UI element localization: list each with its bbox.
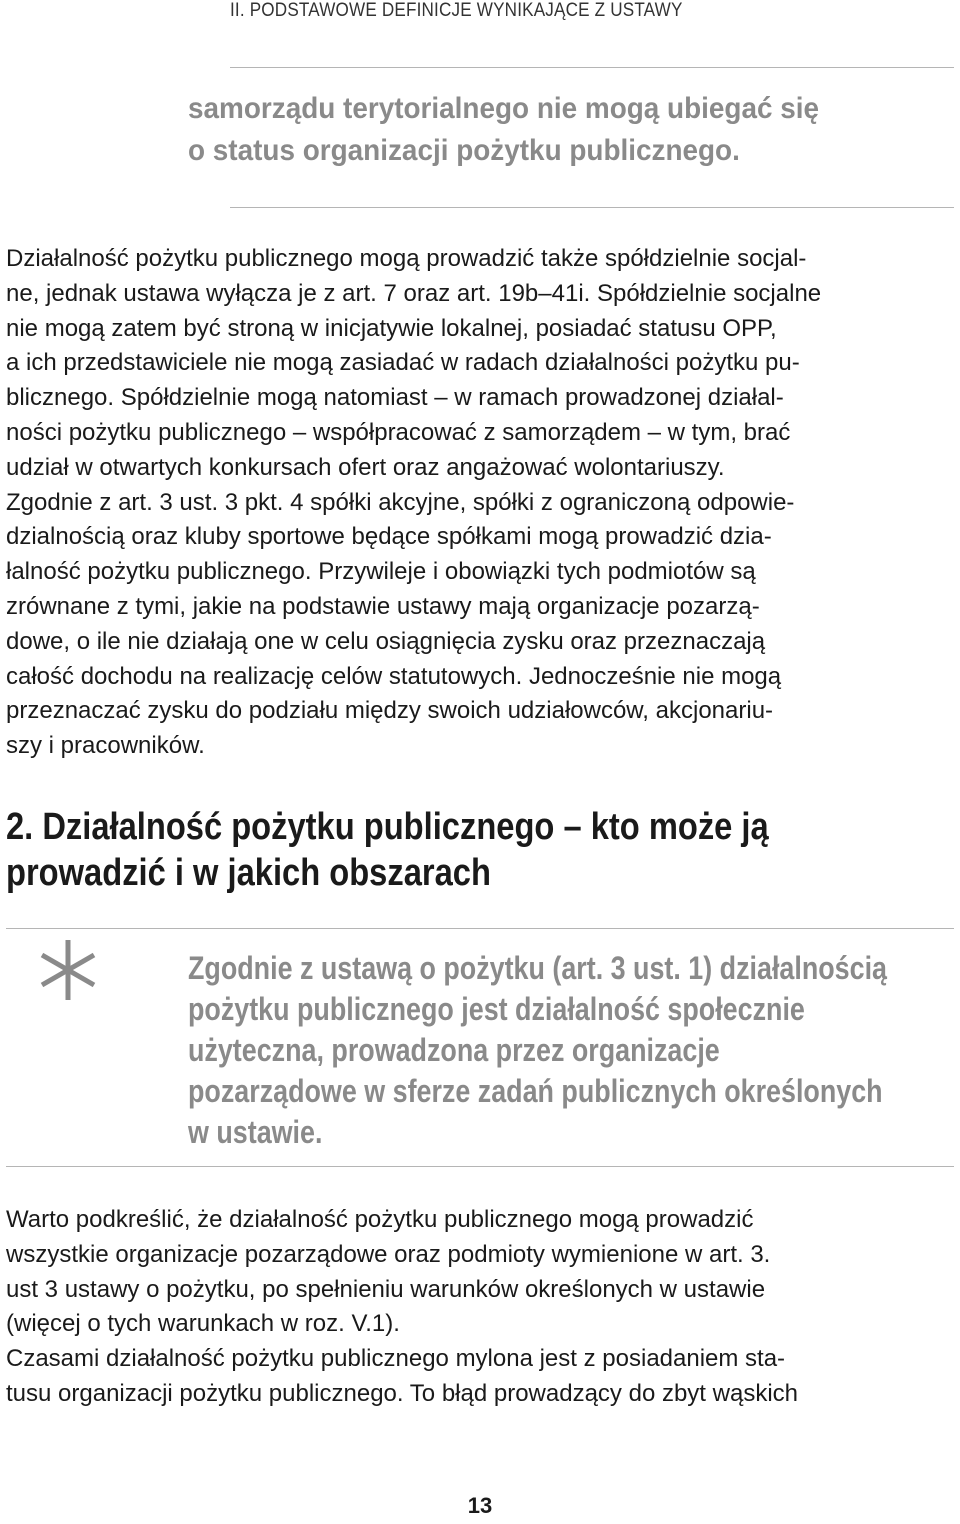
body-line: tusu organizacji pożytku publicznego. To błąd prowadzący do zbyt wąskich bbox=[6, 1379, 798, 1407]
callout-top-rule bbox=[230, 207, 954, 208]
body-line: całość dochodu na realizację celów statutowych. Jednocześnie nie mogą bbox=[6, 662, 782, 690]
body-line: łalność pożytku publicznego. Przywileje i obowiązki tych podmiotów są bbox=[6, 558, 756, 586]
body-line: Warto podkreślić, że działalność pożytku publicznego mogą prowadzić bbox=[6, 1206, 754, 1233]
callout-mid-line: Zgodnie z ustawą o pożytku (art. 3 ust. 1) działalnością bbox=[188, 950, 887, 986]
body-line: a ich przedstawiciele nie mogą zasiadać w radach działalności pożytku pu- bbox=[6, 349, 800, 377]
body-line: wszystkie organizacje pozarządowe oraz podmioty wymienione w art. 3. bbox=[6, 1240, 771, 1268]
body-line: nie mogą zatem być stroną w inicjatywie lokalnej, posiadać statusu OPP, bbox=[6, 314, 777, 342]
body-line: Zgodnie z art. 3 ust. 3 pkt. 4 spółki akcyjne, spółki z ograniczoną odpowie- bbox=[6, 488, 795, 516]
section-heading-line: 2. Działalność pożytku publicznego – kto może ją bbox=[6, 806, 769, 848]
body-line: ust 3 ustawy o pożytku, po spełnieniu warunków określonych w ustawie bbox=[6, 1275, 766, 1303]
body-line: dzialnością oraz kluby sportowe będące spółkami mogą prowadzić dzia- bbox=[6, 523, 772, 551]
body-line: szy i pracowników. bbox=[6, 732, 205, 760]
body-line: Działalność pożytku publicznego mogą prowadzić także spółdzielnie socjal- bbox=[6, 245, 807, 272]
body-line: ności pożytku publicznego – współpracować z samorządem – w tym, brać bbox=[6, 418, 791, 446]
callout-top bbox=[188, 88, 819, 172]
body-paragraph-1 bbox=[6, 242, 954, 764]
running-header: II. PODSTAWOWE DEFINICJE WYNIKAJĄCE Z USTAWY bbox=[230, 0, 683, 21]
callout-top-line: samorządu terytorialnego nie mogą ubiegać się bbox=[188, 92, 820, 125]
body-line: Czasami działalność pożytku publicznego mylona jest z posiadaniem sta- bbox=[6, 1345, 786, 1373]
asterisk-icon bbox=[28, 930, 108, 1010]
header-rule bbox=[230, 67, 954, 68]
body-line: dowe, o ile nie działają one w celu osiągnięcia zysku oraz przeznaczają bbox=[6, 627, 766, 655]
callout-mid-line: użyteczna, prowadzona przez organizacje bbox=[188, 1032, 720, 1068]
body-line: udział w otwartych konkursach ofert oraz angażować wolontariuszy. bbox=[6, 453, 725, 481]
body-line: zrównane z tymi, jakie na podstawie ustawy mają organizacje pozarzą- bbox=[6, 592, 760, 620]
callout-mid-line: w ustawie. bbox=[188, 1114, 323, 1150]
callout-top-line: o status organizacji pożytku publicznego. bbox=[188, 134, 740, 167]
section-heading bbox=[6, 804, 769, 896]
callout-mid-top-rule bbox=[6, 928, 954, 929]
section-heading-line: prowadzić i w jakich obszarach bbox=[6, 852, 491, 894]
body-line: ne, jednak ustawa wyłącza je z art. 7 oraz art. 19b–41i. Spółdzielnie socjalne bbox=[6, 279, 822, 307]
body-paragraph-2 bbox=[6, 1203, 954, 1412]
callout-mid-line: pozarządowe w sferze zadań publicznych określonych bbox=[188, 1073, 883, 1109]
body-line: (więcej o tych warunkach w roz. V.1). bbox=[6, 1310, 400, 1338]
callout-mid bbox=[188, 948, 887, 1153]
page-number: 13 bbox=[467, 1493, 493, 1518]
callout-mid-line: pożytku publicznego jest działalność społecznie bbox=[188, 991, 805, 1027]
callout-mid-bottom-rule bbox=[6, 1166, 954, 1167]
body-line: blicznego. Spółdzielnie mogą natomiast – w ramach prowadzonej działal- bbox=[6, 384, 784, 412]
body-line: przeznaczać zysku do podziału między swoich udziałowców, akcjonariu- bbox=[6, 697, 774, 725]
